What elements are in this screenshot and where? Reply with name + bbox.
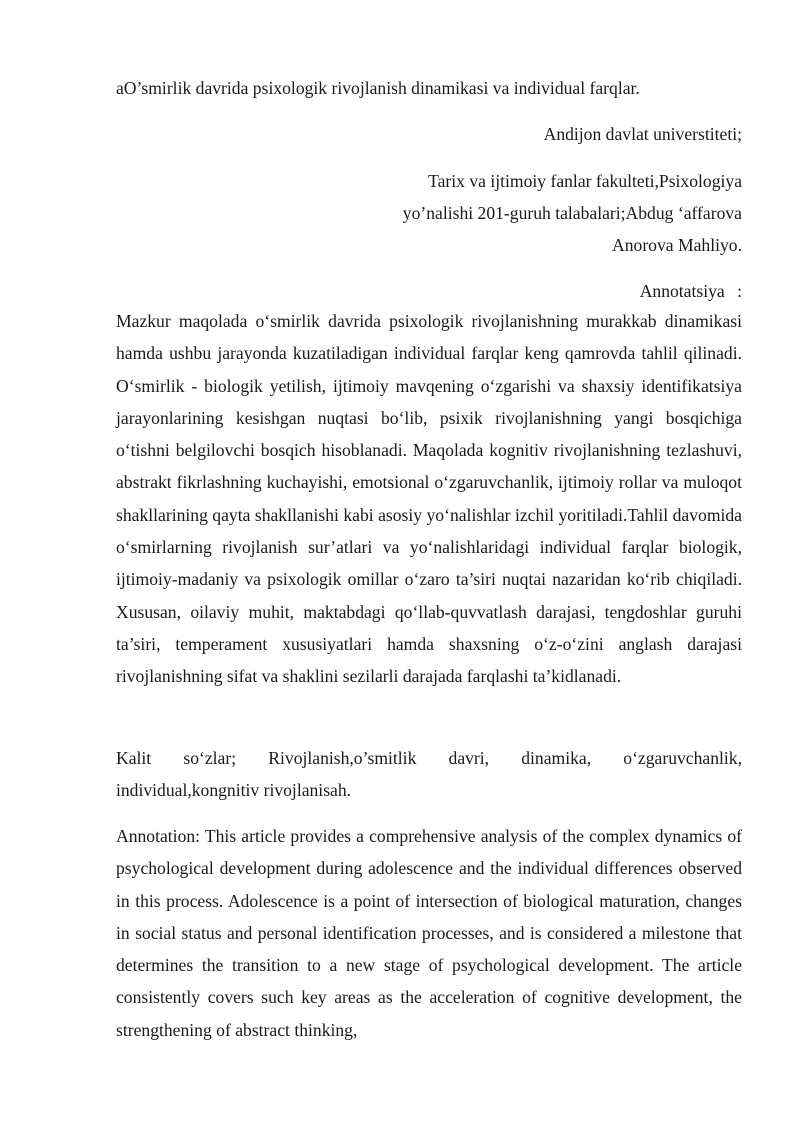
group-line: yo’nalishi 201-guruh talabalari;Abdug ‘affarova: [402, 203, 742, 223]
author-affiliation: [403, 165, 742, 261]
faculty-line: Tarix va ijtimoiy fanlar fakulteti,Psixologiya: [428, 171, 742, 191]
annotation-en-paragraph: Annotation: This article provides a comprehensive analysis of the complex dynamics of psychological development during adolescence and the individual differences observed in this process. Adolescence is a point of intersection of biological maturation, changes in social status and personal identification processes, and is considered a milestone that determines the transition to a new stage of psychological development. The article consistently covers such key areas as the acceleration of cognitive development, the strengthening of abstract thinking,: [116, 826, 742, 1040]
annotation-uz-paragraph: Mazkur maqolada o‘smirlik davrida psixologik rivojlanishning murakkab dinamikasi hamda ushbu jarayonda kuzatiladigan individual farqlar keng qamrovda tahlil qilinadi. O‘smirlik - biologik yetilish, ijtimoiy mavqening o‘zgarishi va shaxsiy identifikatsiya jarayonlarining kesishgan nuqtasi bo‘lib, psixik rivojlanishning yangi bosqichiga o‘tishni belgilovchi bosqich hisoblanadi. Maqolada kognitiv rivojlanishning tezlashuvi, abstrakt fikrlashning kuchayishi, emotsional o‘zgaruvchanlik, ijtimoiy rollar va muloqot shakllarining qayta shakllanishi kabi asosiy yo‘nalishlar izchil yoritiladi.Tahlil davomida o‘smirlarning rivojlanish sur’atlari va yo‘nalishlaridagi individual farqlar biologik, ijtimoiy-madaniy va psixologik omillar o‘zaro ta’siri nuqtai nazaridan ko‘rib chiqiladi. Xususan, oilaviy muhit, maktabdagi qo‘llab-quvvatlash darajasi, tengdoshlar guruhi ta’siri, temperament xususiyatlari hamda shaxsning o‘z-o‘zini anglash darajasi rivojlanishning sifat va shaklini sezilarli darajada farqlashi ta’kidlanadi.: [116, 311, 742, 687]
author-name: Anorova Mahliyo.: [612, 235, 742, 255]
university-name: Andijon davlat universtiteti;: [543, 124, 742, 144]
article-title: aO’smirlik davrida psixologik rivojlanish dinamikasi va individual farqlar.: [116, 78, 640, 98]
annotation-heading: Annotatsiya :: [639, 281, 742, 301]
keywords-paragraph: Kalit so‘zlar; Rivojlanish,o’smitlik davri, dinamika, o‘zgaruvchanlik, individual,kongnitiv rivojlanisah.: [116, 748, 742, 801]
